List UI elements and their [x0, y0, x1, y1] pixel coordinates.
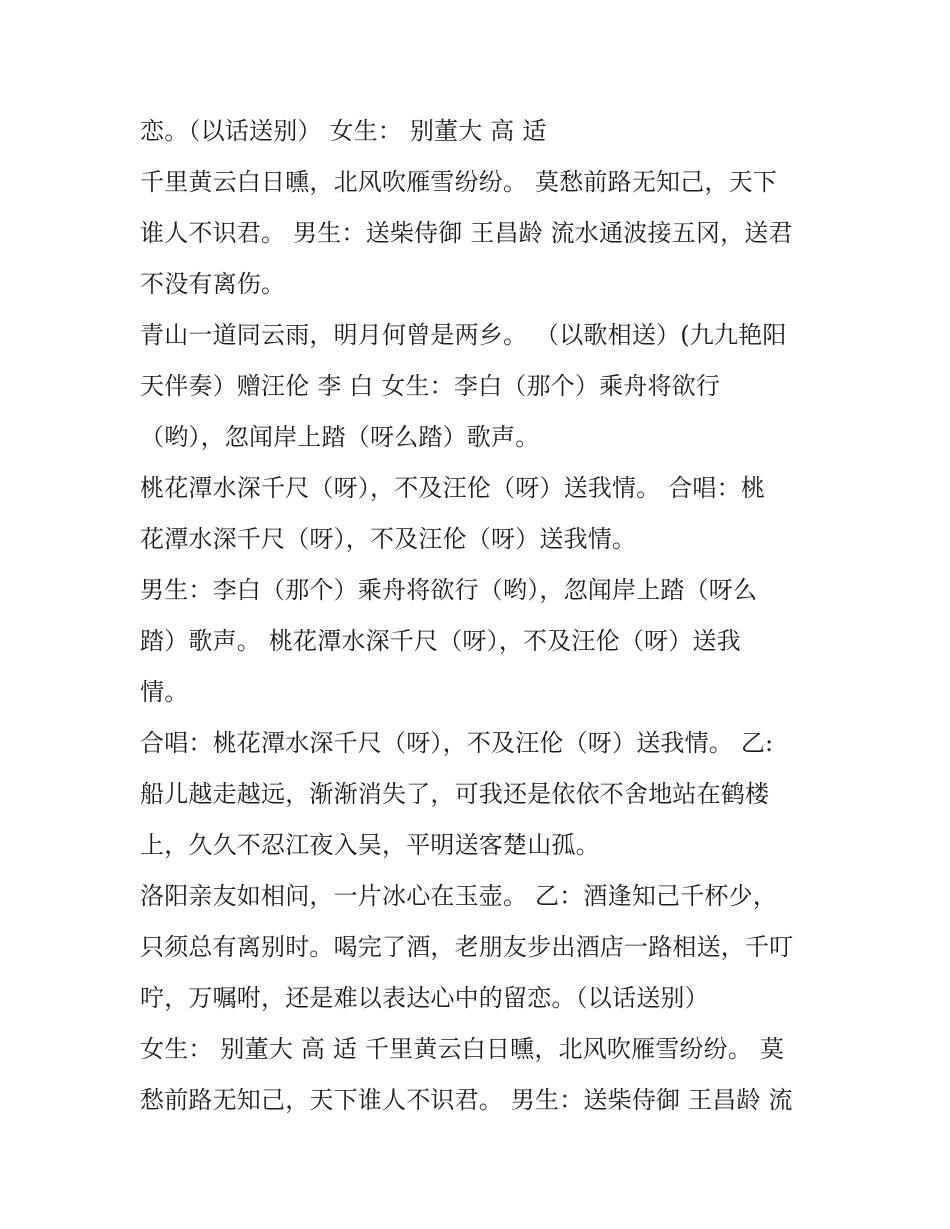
text-line: 青山一道同云雨，明月何曾是两乡。 （以歌相送）(九九艳阳 [140, 321, 787, 349]
text-line: 踏）歌声。 桃花潭水深千尺（呀），不及汪伦（呀）送我 [140, 627, 741, 655]
text-line: 情。 [140, 678, 189, 706]
text-line: 只须总有离别时。喝完了酒，老朋友步出酒店一路相送，千叮 [140, 933, 794, 961]
text-line: 千里黄云白日曛，北风吹雁雪纷纷。 莫愁前路无知己，天下 [140, 168, 778, 196]
text-line: 洛阳亲友如相问，一片冰心在玉壶。 乙：酒逢知己千杯少， [140, 882, 778, 910]
text-line: 上，久久不忍江夜入吴，平明送客楚山孤。 [140, 831, 600, 859]
text-line: （哟），忽闻岸上踏（呀么踏）歌声。 [140, 423, 540, 451]
text-line: 恋。（以话送别） 女生： 别董大 高 适 [140, 117, 547, 145]
text-line: 谁人不识君。 男生：送柴侍御 王昌龄 流水通波接五冈，送君 [140, 219, 793, 247]
text-line: 天伴奏）赠汪伦 李 白 女生：李白（那个）乘舟将欲行 [140, 372, 721, 400]
text-line: 船儿越走越远，渐渐消失了，可我还是依依不舍地站在鹤楼 [140, 780, 770, 808]
text-line: 女生： 别董大 高 适 千里黄云白日曛，北风吹雁雪纷纷。 莫 [140, 1035, 785, 1063]
text-line: 合唱：桃花潭水深千尺（呀），不及汪伦（呀）送我情。 乙: [140, 729, 774, 757]
text-line: 花潭水深千尺（呀），不及汪伦（呀）送我情。 [140, 525, 637, 553]
text-line: 不没有离伤。 [140, 270, 286, 298]
text-line: 桃花潭水深千尺（呀），不及汪伦（呀）送我情。 合唱：桃 [140, 474, 766, 502]
text-line: 咛，万嘱咐，还是难以表达心中的留恋。（以话送别） [140, 984, 709, 1012]
text-line: 愁前路无知己，天下谁人不识君。 男生：送柴侍御 王昌龄 流 [140, 1086, 793, 1114]
text-line: 男生：李白（那个）乘舟将欲行（哟），忽闻岸上踏（呀么 [140, 576, 758, 604]
document-body [140, 106, 820, 1126]
